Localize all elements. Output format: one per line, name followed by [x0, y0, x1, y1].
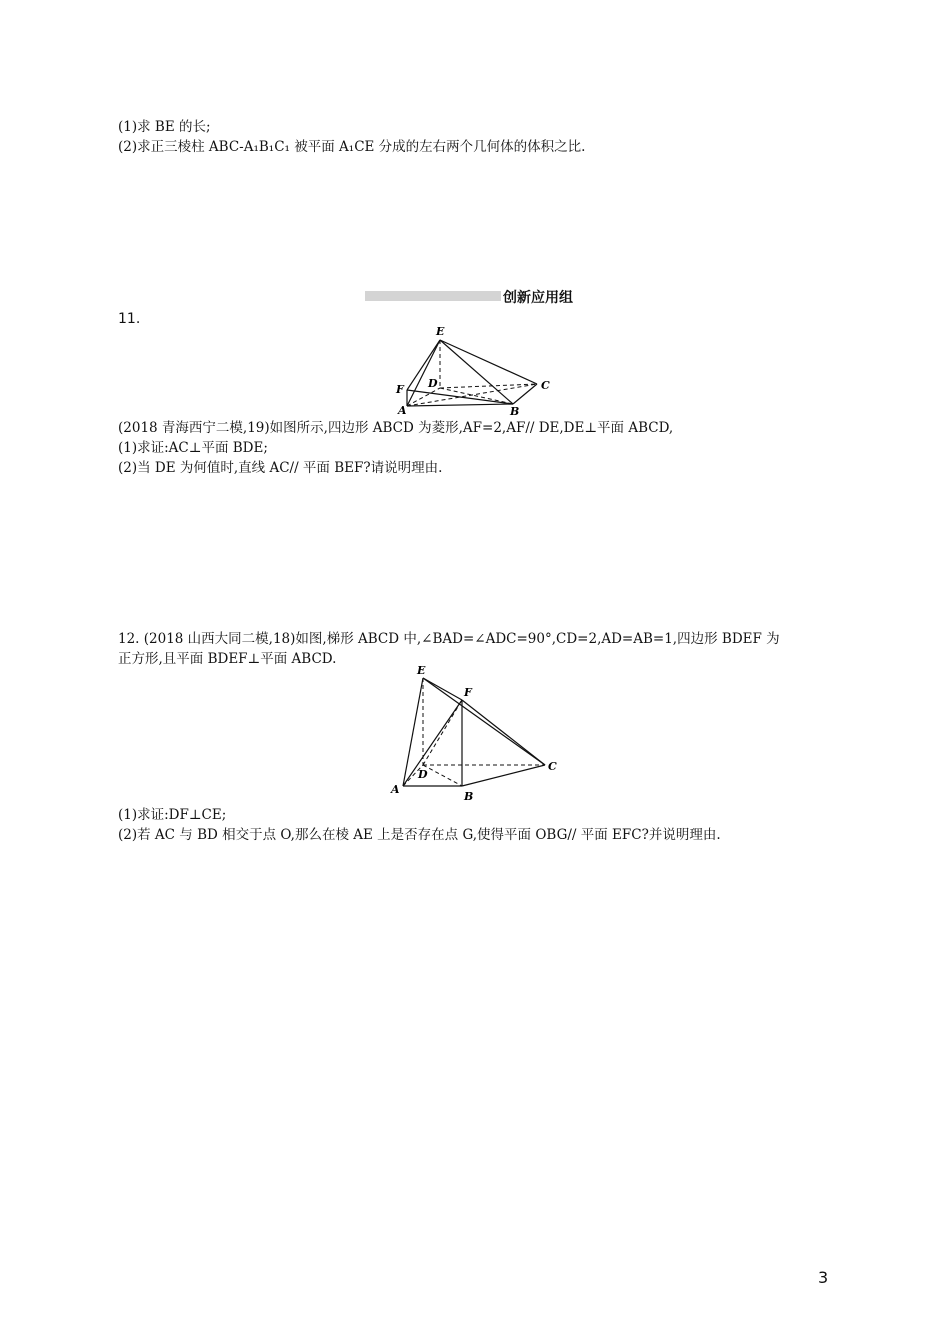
q12-edge-DF [423, 700, 462, 765]
q11-edge-EC [440, 340, 537, 384]
q11-label-B: B [510, 405, 520, 418]
q11-edge-DC [440, 384, 537, 388]
q12-stem-line1: 12. (2018 山西大同二模,18)如图,梯形 ABCD 中,∠BAD=∠ADC=90°,CD=2,AD=AB=1,四边形 BDEF 为 [118, 631, 780, 647]
page-number: 3 [818, 1268, 829, 1287]
q11-stem: (2018 青海西宁二模,19)如图所示,四边形 ABCD 为菱形,AF=2,AF// DE,DE⊥平面 ABCD, [118, 420, 674, 436]
q12-label-F: F [464, 686, 472, 699]
q11-edge-FB [407, 390, 513, 404]
q10-part2: (2)求正三棱柱 ABC-A₁B₁C₁ 被平面 A₁CE 分成的左右两个几何体的体积之比. [118, 139, 586, 155]
q11-label-E: E [436, 325, 445, 338]
q11-label-A: A [398, 404, 407, 417]
q11-number: 11. [118, 311, 141, 327]
q12-figure [385, 660, 565, 805]
q11-edge-BC [513, 384, 537, 404]
q12-edge-FA [403, 700, 462, 786]
q11-edge-AB [407, 404, 513, 406]
q11-label-D: D [428, 377, 438, 390]
q12-part1: (1)求证:DF⊥CE; [118, 807, 227, 823]
q12-label-B: B [464, 790, 474, 803]
section-title: 创新应用组 [503, 290, 573, 306]
q11-label-F: F [396, 383, 404, 396]
q11-part1: (1)求证:AC⊥平面 BDE; [118, 440, 268, 456]
q12-edge-EC [423, 678, 545, 765]
q11-figure [390, 320, 560, 420]
q12-label-E: E [417, 664, 426, 677]
q12-edge-BC [462, 765, 545, 786]
q11-part2: (2)当 DE 为何值时,直线 AC// 平面 BEF?请说明理由. [118, 460, 443, 476]
q10-part1: (1)求 BE 的长; [118, 119, 211, 135]
q12-edge-FC [462, 700, 545, 765]
q11-edge-EA [407, 340, 440, 406]
section-bar [365, 291, 501, 301]
q11-label-C: C [541, 379, 550, 392]
q12-label-C: C [548, 760, 557, 773]
q12-edge-EF [423, 678, 462, 700]
q12-label-A: A [391, 783, 400, 796]
q12-stem-line2: 正方形,且平面 BDEF⊥平面 ABCD. [118, 651, 337, 667]
q12-part2: (2)若 AC 与 BD 相交于点 O,那么在棱 AE 上是否存在点 G,使得平面 OBG// 平面 EFC?并说明理由. [118, 827, 721, 843]
q12-label-D: D [418, 768, 428, 781]
q12-edge-DB [423, 765, 462, 786]
